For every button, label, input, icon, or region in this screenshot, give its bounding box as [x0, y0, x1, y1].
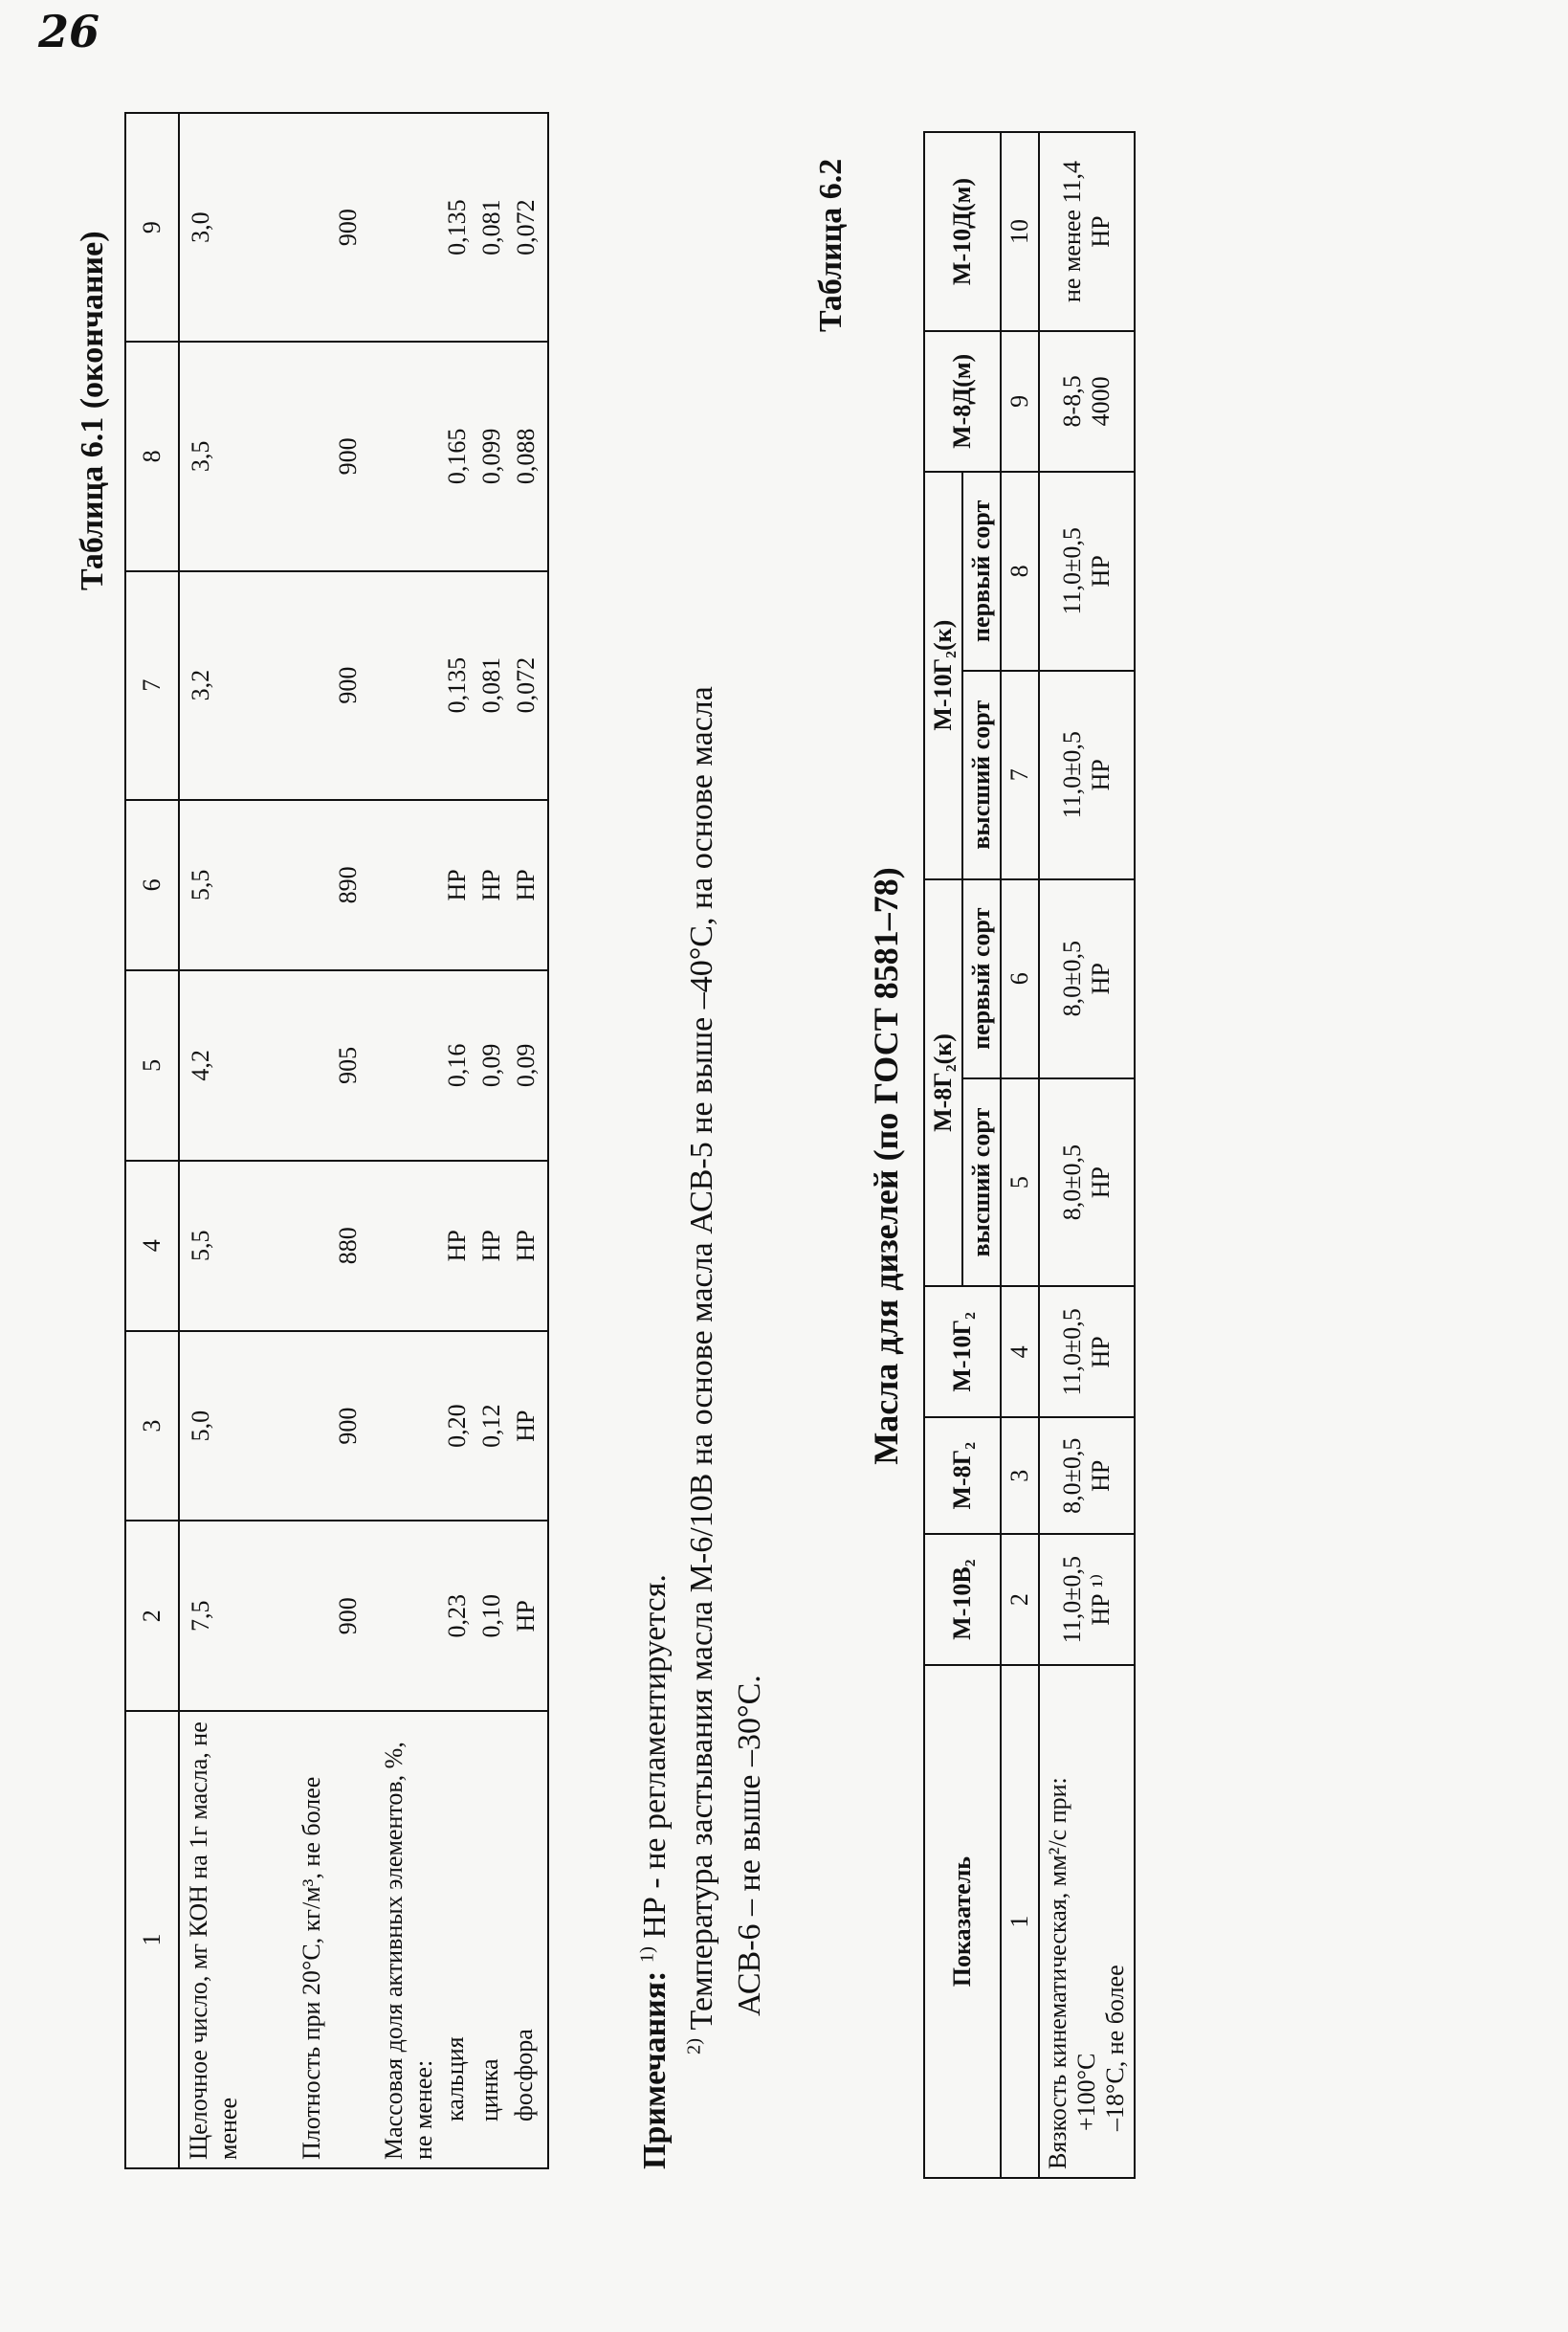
header-cell: 3	[125, 1331, 179, 1521]
temp-100-label: +100°С	[1072, 2053, 1100, 2131]
header-indicator: Показатель	[924, 1665, 1001, 2178]
cell: 0,135	[443, 656, 471, 714]
column-number: 10	[1001, 132, 1039, 331]
viscosity-labels	[1039, 1665, 1135, 2178]
viscosity-cell	[1039, 472, 1135, 671]
cell: 0,12	[477, 1404, 505, 1448]
data-column-7	[179, 571, 548, 800]
header-cell: 9	[125, 113, 179, 342]
table-6-2-title: Масла для дизелей (по ГОСТ 8581–78)	[867, 867, 905, 1465]
data-column-2	[179, 1521, 548, 1711]
cell: 900	[334, 437, 362, 476]
cell: 0,23	[443, 1593, 471, 1638]
viscosity-cell	[1039, 1534, 1135, 1665]
header-m10g2: М-10Г₂	[924, 1286, 1001, 1417]
subheader-grade: высший сорт	[962, 1078, 1001, 1287]
column-number: 9	[1001, 331, 1039, 472]
cell: 4,2	[187, 1050, 214, 1081]
header-cell: 1	[125, 1711, 179, 2168]
value: НР ¹⁾	[1087, 1573, 1115, 1626]
table-header-row	[125, 113, 179, 2168]
cell: 905	[334, 1046, 362, 1084]
cell: 900	[334, 209, 362, 247]
data-column-8	[179, 342, 548, 570]
alkaline-number-label: Щелочное число, мг КОН на 1г масла, не менее	[185, 1721, 243, 2160]
value: 8,0±0,5	[1058, 1437, 1086, 1514]
note-2	[678, 686, 725, 2169]
data-column-3	[179, 1331, 548, 1521]
header-m10v2: М-10В₂	[924, 1534, 1001, 1665]
temp-18-label: –18°С, не более	[1101, 1965, 1129, 2131]
cell: 0,135	[443, 199, 471, 255]
value: НР	[1087, 1166, 1115, 1199]
calcium-label: кальция	[441, 2036, 470, 2121]
cell: 0,072	[512, 199, 540, 255]
cell: 890	[334, 866, 362, 904]
data-column-4	[179, 1161, 548, 1331]
zinc-label: цинка	[475, 2058, 504, 2121]
viscosity-cell	[1039, 1417, 1135, 1534]
cell: 0,072	[512, 656, 540, 714]
cell: 5,5	[187, 1230, 214, 1261]
viscosity-cell	[1039, 1078, 1135, 1287]
cell: 0,165	[443, 428, 471, 485]
viscosity-label: Вязкость кинематическая, мм²/с при:	[1044, 1777, 1071, 2169]
note-2-marker: 2)	[683, 2038, 705, 2054]
column-number: 7	[1001, 671, 1039, 879]
cell: НР	[477, 869, 505, 901]
header-m10dm: М-10Д(м)	[924, 132, 1001, 331]
data-column-5	[179, 970, 548, 1161]
cell: 0,081	[477, 656, 505, 714]
note-2-text-line-2: АСВ-6 – не выше –30°С.	[731, 1675, 767, 2016]
header-m8dm: М-8Д(м)	[924, 331, 1001, 472]
value: 8-8,5	[1058, 375, 1086, 428]
value: 4000	[1087, 376, 1115, 427]
cell: 0,09	[477, 1043, 505, 1088]
density-label: Плотность при 20°С, кг/м³, не более	[298, 1776, 325, 2160]
cell: 900	[334, 1597, 362, 1635]
data-column-6	[179, 800, 548, 970]
table-row	[1039, 132, 1135, 2178]
header-m10g2k: М-10Г₂(к)	[924, 472, 962, 879]
header-m8g2k: М-8Г₂(к)	[924, 879, 962, 1287]
viscosity-cell	[1039, 331, 1135, 472]
cell: 3,2	[187, 669, 214, 701]
value: 11,0±0,5	[1058, 731, 1086, 819]
note-1-text: НР - не регламентируется.	[637, 1574, 673, 1939]
phosphorus-label: фосфора	[510, 2029, 539, 2121]
value: 11,0±0,5	[1058, 527, 1086, 615]
active-elements-label: Массовая доля активных элементов, %, не менее:	[380, 1742, 438, 2160]
cell: НР	[443, 869, 471, 901]
value: 11,0±0,5	[1058, 1308, 1086, 1396]
cell: НР	[512, 1230, 540, 1262]
column-number: 1	[1001, 1665, 1039, 2178]
cell: 7,5	[187, 1600, 214, 1632]
column-number: 6	[1001, 879, 1039, 1078]
cell: НР	[512, 1600, 540, 1632]
column-number: 3	[1001, 1417, 1039, 1534]
cell: 5,0	[187, 1410, 214, 1442]
viscosity-cell	[1039, 671, 1135, 879]
column-number-row	[1001, 132, 1039, 2178]
subheader-grade: первый сорт	[962, 472, 1001, 671]
notes	[631, 686, 773, 2169]
note-1	[631, 686, 678, 2169]
subheader-grade: первый сорт	[962, 879, 1001, 1078]
cell: 0,10	[477, 1593, 505, 1638]
cell: 5,5	[187, 869, 214, 901]
header-cell: 7	[125, 571, 179, 800]
value: НР	[1087, 1459, 1115, 1492]
cell: 3,0	[187, 211, 214, 243]
table-header-row	[924, 132, 962, 2178]
column-number: 5	[1001, 1078, 1039, 1287]
header-cell: 5	[125, 970, 179, 1161]
value: 8,0±0,5	[1058, 1144, 1086, 1221]
table-6-2	[923, 131, 1136, 2179]
notes-heading: Примечания:	[637, 1970, 673, 2169]
header-cell: 6	[125, 800, 179, 970]
column-number: 4	[1001, 1286, 1039, 1417]
note-2-text-line-1: Температура застывания масла М-6/10В на основе масла АСВ-5 не выше –40°С, на основе масла	[684, 686, 720, 2031]
header-cell: 4	[125, 1161, 179, 1331]
value: 8,0±0,5	[1058, 941, 1086, 1017]
table-row	[179, 113, 548, 2168]
cell: 900	[334, 1407, 362, 1445]
value: НР	[1087, 759, 1115, 791]
cell: НР	[512, 869, 540, 901]
table-6-2-caption: Таблица 6.2	[813, 158, 849, 332]
cell: 0,088	[512, 428, 540, 485]
cell: 0,16	[443, 1043, 471, 1088]
table-6-1	[124, 112, 549, 2169]
subheader-grade: высший сорт	[962, 671, 1001, 879]
cell: 0,081	[477, 199, 505, 255]
cell: НР	[512, 1410, 540, 1442]
note-1-marker: 1)	[636, 1946, 658, 1964]
page-number: 26	[38, 6, 100, 57]
cell: 3,5	[187, 440, 214, 473]
cell: 900	[334, 666, 362, 704]
viscosity-cell	[1039, 132, 1135, 331]
header-cell: 2	[125, 1521, 179, 1711]
value: 11,0±0,5	[1058, 1556, 1086, 1644]
value: не менее 11,4	[1058, 161, 1086, 302]
value: НР	[1087, 215, 1115, 248]
value: НР	[1087, 555, 1115, 588]
cell: 880	[334, 1227, 362, 1265]
column-number: 8	[1001, 472, 1039, 671]
header-m8g2: М-8Г₂	[924, 1417, 1001, 1534]
row-labels	[179, 1711, 548, 2168]
viscosity-cell	[1039, 1286, 1135, 1417]
value: НР	[1087, 963, 1115, 995]
column-number: 2	[1001, 1534, 1039, 1665]
cell: НР	[477, 1230, 505, 1262]
cell: 0,09	[512, 1043, 540, 1088]
cell: 0,20	[443, 1404, 471, 1448]
value: НР	[1087, 1336, 1115, 1368]
cell: НР	[443, 1230, 471, 1262]
cell: 0,099	[477, 428, 505, 485]
viscosity-cell	[1039, 879, 1135, 1078]
header-cell: 8	[125, 342, 179, 570]
table-6-1-caption: Таблица 6.1 (окончание)	[75, 231, 110, 590]
data-column-9	[179, 113, 548, 342]
